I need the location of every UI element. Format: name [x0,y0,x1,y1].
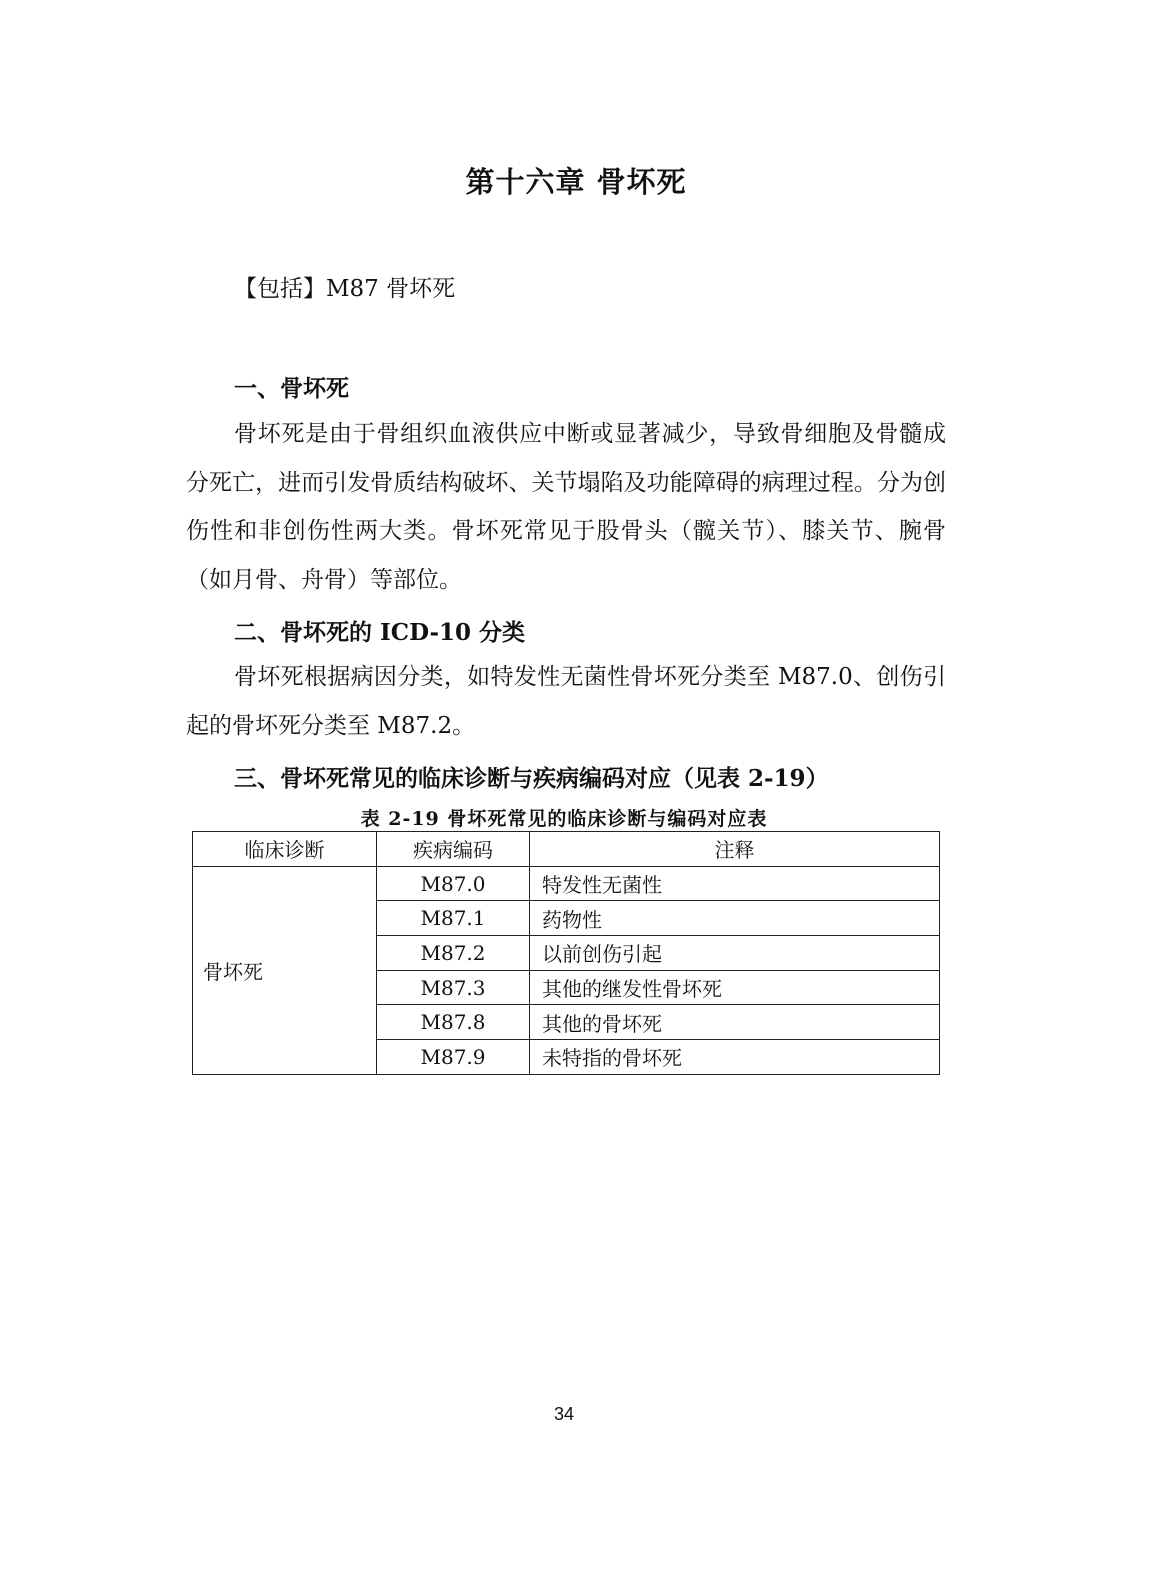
code-cell: M87.1 [377,901,530,936]
includes-line: 【包括】M87 骨坏死 [234,276,456,302]
table-caption: 表 2-19 骨坏死常见的临床诊断与编码对应表 [360,808,768,830]
diagnosis-code-table [192,831,940,1075]
note-cell: 药物性 [530,901,940,936]
note-cell: 特发性无菌性 [530,866,940,901]
note-cell: 未特指的骨坏死 [530,1040,940,1075]
header-clinical-diagnosis: 临床诊断 [193,832,377,867]
page-number: 34 [553,1404,575,1424]
table-row [193,866,940,901]
table-header-row [193,832,940,867]
header-disease-code: 疾病编码 [377,832,530,867]
section-heading-3: 三、骨坏死常见的临床诊断与疾病编码对应（见表 2-19） [234,765,829,792]
code-cell: M87.0 [377,866,530,901]
note-cell: 其他的继发性骨坏死 [530,970,940,1005]
section-heading-2: 二、骨坏死的 ICD-10 分类 [234,619,526,646]
chapter-title: 第十六章 骨坏死 [465,165,687,199]
code-cell: M87.8 [377,1005,530,1040]
section-body-1: 骨坏死是由于骨组织血液供应中断或显著减少，导致骨细胞及骨髓成分死亡，进而引发骨质结构破坏、关节塌陷及功能障碍的病理过程。分为创伤性和非创伤性两大类。骨坏死常见于股骨头（髋关节）、膝关节、腕骨（如月骨、舟骨）等部位。 [186,421,946,593]
section-heading-1: 一、骨坏死 [234,375,349,402]
diagnosis-cell: 骨坏死 [193,866,377,1074]
note-cell: 其他的骨坏死 [530,1005,940,1040]
note-cell: 以前创伤引起 [530,936,940,971]
code-cell: M87.9 [377,1040,530,1075]
code-cell: M87.3 [377,970,530,1005]
code-cell: M87.2 [377,936,530,971]
header-notes: 注释 [530,832,940,867]
section-body-2: 骨坏死根据病因分类，如特发性无菌性骨坏死分类至 M87.0、创伤引起的骨坏死分类至 M87.2。 [186,664,946,739]
